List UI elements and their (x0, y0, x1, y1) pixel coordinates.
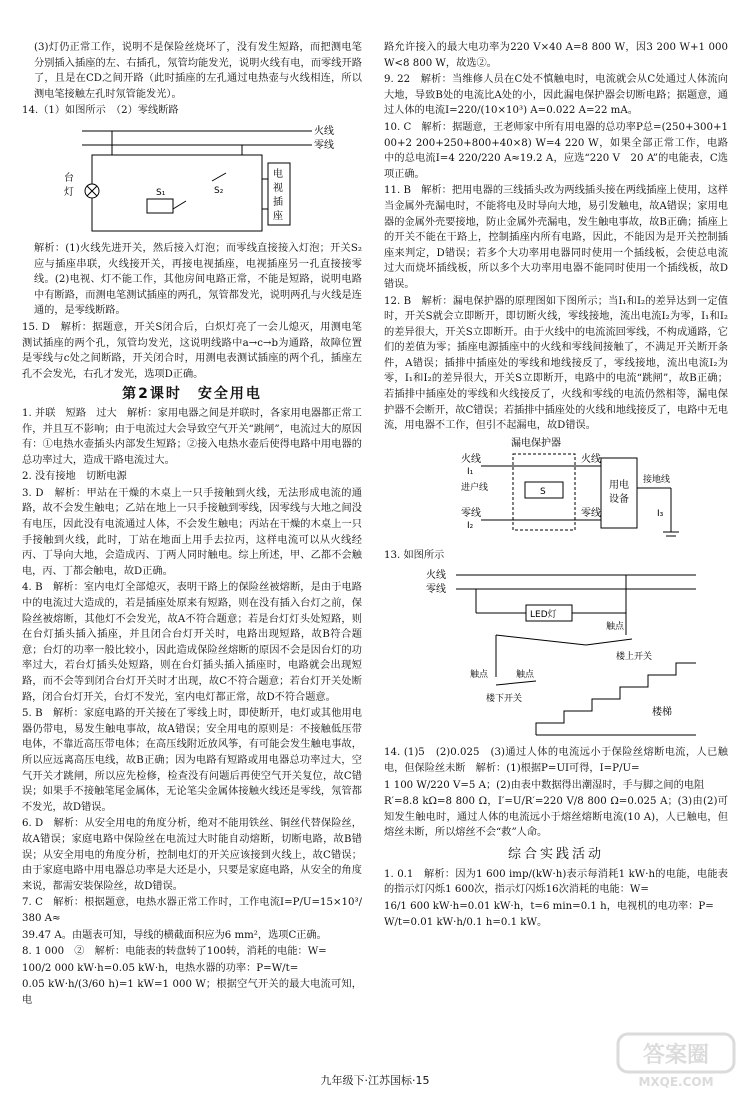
fig13-led: LED灯 (530, 610, 557, 621)
answer-2: 2. 没有接地 切断电源 (22, 471, 127, 483)
fig12-i1: I₁ (467, 466, 474, 477)
watermark-logo (616, 1030, 736, 1090)
fig14-lamp-label-2: 灯 (64, 186, 74, 198)
fig13-upper: 楼上开关 (616, 652, 653, 663)
fig12-hot-2: 火线 (581, 453, 601, 465)
page-footer: 九年级下·江苏国标·15 (320, 1074, 430, 1087)
fig14-tv-4: 座 (273, 210, 283, 222)
fig12-title: 漏电保护器 (511, 437, 561, 449)
answer-11: 11. B 解析：把用电器的三线插头改为两线插头接在两线插座上使用，这样当金属外壳漏电时，不能将电及时导向大地，易引发触电，故A错误；家用电器的金属外壳要接地，防止金属外壳漏电，发生触电事故，故B正确；插座上的开关不能在干路上，控制插座内所有电路，因此，不能因为是开关控制插座来判定，D错误；若多个大功率用电器同时使用一个插线板，会使总电流过大而烧坏插线板，所以多个大功率用电器不能同时使用一个插线板，故D错误。 (384, 185, 728, 290)
fig14-tv-1: 电 (273, 168, 283, 180)
fig12-hot: 火线 (461, 453, 481, 465)
watermark-text-2: MXQE.COM (638, 1075, 714, 1089)
q14-explanation: 解析：(1)火线先进开关，然后接入灯泡；而零线直接接入灯泡；开关S₂应与插座串联，火线接开关，再接电视插座，电视插座另一孔直接接零线。(2)电视、灯不能工作，其他房间电路正常，不能是短路，说明电路中有断路，而测电笔测试插座的两孔，氖管都发光，说明两孔与火线是连通的，是零线断路。 (34, 242, 362, 317)
figure-13-stair-switch (406, 565, 706, 743)
fig12-i3: I₃ (657, 508, 664, 519)
fig14-s1: S₁ (156, 187, 166, 198)
fig13-stairs: 楼梯 (652, 707, 672, 719)
answer-7a: 7. C 解析：根据题意，电热水器正常工作时，工作电流I=P/U=15×10³/380 A≈ (22, 897, 362, 924)
fig12-dev2: 设备 (609, 493, 629, 505)
practice-1c: W/t=0.01 kW·h/0.1 h=0.1 kW。 (384, 917, 548, 929)
left-column (22, 40, 362, 1009)
answer-14b: 1 100 W/220 V=5 A；(2)由表中数据得出潮湿时，手与脚之间的电阻 (384, 779, 705, 791)
practice-section-title: 综合实践活动 (507, 847, 604, 862)
answer-15: 15. D 解析：据题意，开关S闭合后，白炽灯亮了一会儿熄灭，用测电笔测试插座的两个孔，氖管均发光，这说明线路中a→c→b为通路，故障位置是零线与c处之间断路，开关闭合时，用测电表测试插座的两个孔，插座左孔不会发光，右孔才发光，选项D正确。 (22, 321, 362, 380)
fig13-lower: 楼下开关 (486, 694, 523, 705)
q14-label: 14.（1）如图所示 （2）零线断路 (22, 105, 179, 117)
fig12-s: S (540, 486, 546, 497)
fig14-neutral-label: 零线 (314, 139, 334, 151)
fig12-neutral: 零线 (461, 507, 481, 519)
fig12-i2: I₂ (467, 520, 474, 531)
answer-8b: 100/2 000 kW·h=0.05 kW·h，电热水器的功率：P=W/t= (22, 962, 299, 974)
q13-label: 13. 如图所示 (384, 549, 445, 561)
fig12-neutral-2: 零线 (581, 507, 601, 519)
fig13-contact1: 触点 (606, 622, 625, 633)
right-column (384, 40, 728, 932)
fig14-hot-label: 火线 (314, 125, 334, 137)
answer-1: 1. 并联 短路 过大 解析：家用电器之间是并联时，各家用电器都正常工作，并且互不影响；由于电流过大会导致空气开关“跳闸”，电流过大的原因有：①电热水壶插头内部发生短路；②接入电热水壶后使得电路中用电器的总功率过大，造成干路电流过大。 (22, 407, 362, 466)
fig13-contact3: 触点 (516, 670, 535, 681)
answer-6: 6. D 解析：从安全用电的角度分析，绝对不能用铁丝、铜丝代替保险丝，故A错误；家庭电路中保险丝在电流过大时能自动熔断，切断电路，故B错误；从安全用电的角度分析，控制电灯的开关应该接到火线上，故C错误；由于家庭电路中用电器总功率是大还是小，只要是家庭电路，从安全的角度来说，都需安装保险丝，故D错误。 (22, 818, 362, 892)
fig13-contact2: 触点 (470, 670, 489, 681)
fig12-in: 进户线 (461, 482, 489, 493)
figure-14-circuit (42, 121, 342, 239)
figure-12-leakage-protector (421, 436, 691, 546)
section-title: 第2课时 安全用电 (122, 386, 262, 403)
answer-7b: 39.47 A。由题表可知，导线的横截面积应为6 mm²，选项C正确。 (22, 929, 327, 941)
paragraph-top: (3)灯仍正常工作，说明不是保险丝烧坏了，没有发生短路，而把测电笔分别插入插座的左、右插孔，氖管均能发光，说明火线有电，而零线开路了，且是在CD之间开路（此时插座的左孔通过电热壶与火线相连，所以测电笔接触左孔时氖管能发光）。 (34, 42, 362, 100)
fig13-hot: 火线 (426, 570, 446, 582)
answer-4: 4. B 解析：室内电灯全部熄灭，表明干路上的保险丝被熔断，是由于电路中的电流过大造成的，若是插座处原来有短路，则在没有插入台灯之前，保险丝被熔断，其他灯不会发光，故A不符合题意；若是台灯灯头处短路，则在台灯插头插入插座，并且闭合台灯开关时，电路出现短路，故B符合题意；台灯的功率一般比较小，因此造成保险丝熔断的原因不会是因台灯的功率过大，若台灯插头处短路，则在台灯插头插入插座时，电路就会出现短路，而不会等到闭合台灯开关时才出现，故C不符合题意；若台灯开关处断路，闭合台灯开关，台灯不发光，室内电灯都正常，故D不符合题意。 (22, 582, 362, 703)
answer-3: 3. D 解析：甲站在干燥的木桌上一只手接触到火线，无法形成电流的通路，故不会发生触电；乙站在地上一只手接触到零线，因零线与大地之间没有电压，因此没有电流通过人体，不会发生触电；丙站在干燥的木桌上一只手接触到火线，此时，丁站在地面上用手去拉丙，这样电流可以从火线经丙、丁导向大地，会造成丙、丁两人同时触电。综上所述，甲、乙都不会触电，丙、丁都会触电，故D正确。 (22, 487, 362, 577)
fig14-s2: S₂ (214, 185, 224, 196)
practice-1b: 16/1 600 kW·h=0.01 kW·h，t=6 min=0.1 h，电视机的电功率：P= (384, 900, 714, 912)
answer-14a: 14. (1)5 (2)0.025 (3)通过人体的电流远小于保险丝熔断电流，人已触电，但保险丝未断 解析：(1)根据P=UI可得，I=P/U= (384, 747, 728, 775)
right-top: 路允许接入的最大电功率为220 V×40 A=8 800 W，因3 200 W+1 000 W<8 800 W，故选②。 (384, 42, 728, 69)
fig14-lamp-label-1: 台 (64, 172, 74, 184)
answer-8a: 8. 1 000 ② 解析：电能表的转盘转了100转，消耗的电能：W= (22, 946, 327, 958)
practice-1a: 1. 0.1 解析：因为1 600 imp/(kW·h)表示每消耗1 kW·h的电能，电能表的指示灯闪烁1 600次，指示灯闪烁16次消耗的电能：W= (384, 868, 728, 896)
fig12-dev1: 用电 (609, 479, 629, 491)
device-box (601, 458, 637, 528)
answer-14c: R′=8.8 kΩ=8 800 Ω，I′=U/R′=220 V/8 800 Ω=0.025 A；(3)由(2)可知发生触电时，通过人体的电流远小于熔丝熔断电流(10 A)，人已触电，但熔丝未断，所以熔丝不会“救”人命。 (384, 796, 728, 839)
watermark-text-1: 答案圈 (642, 1043, 710, 1068)
answer-9: 9. 22 解析：当维修人员在C处不慎触电时，电流就会从C处通过人体流向大地，导致B处的电流比A处的小，因此漏电保护器会切断电路；据题意，通过人体的电流I=220/(10×10³) A=0.022 A=22 mA。 (384, 74, 728, 117)
answer-12: 12. B 解析：漏电保护器的原理图如下图所示；当I₁和I₂的差异达到一定值时，开关S就会立即断开，即切断火线，零线接地，流出电流I₂为零，I₁和I₂的差异很大，开关S立即断开。由于火线中的电流流回零线，不构成通路，它们的差值为零；插座电源插座中的火线和零线间接触了，不满足开关断开条件，A错误；插排中插座处的零线和地线接反了，零线接地，流出电流I₂为零，I₁和I₂的差异很大，开关S立即断开，电路中的电流“跳闸”，故B正确；若插排中插座处的零线和火线接反了，火线和零线的电流仍然相等，漏电保护器不会断开，故C错误；若插排中插座处的火线和地线接反了，电路中无电流，用电器不工作，但引不起漏电，故D错误。 (384, 295, 728, 432)
answer-5: 5. B 解析：家庭电路的开关接在了零线上时，即使断开，电灯或其他用电器仍带电，易发生触电事故，故A错误；安全用电的原则是：不接触低压带电体，不靠近高压带电体；在高压线附近放风筝，有可能会发生触电事故，所以应远离高压电线，故B正确；因为电路有短路或用电器总功率过大，空气开关才跳闸，所以应先检修，检查没有问题后再使空气开关复位，故C错误；如果手不接触笔尾金属体，无论笔尖金属体接触火线还是零线，氖管都不发光，故D错误。 (22, 708, 362, 813)
fig12-gnd: 接地线 (643, 474, 671, 485)
fig13-neutral: 零线 (426, 584, 446, 596)
answer-8c: 0.05 kW·h/(3/60 h)=1 kW=1 000 W；根据空气开关的最大电流可知，电 (22, 979, 362, 1006)
fig14-tv-2: 视 (273, 182, 283, 194)
answer-10: 10. C 解析：据题意，王老师家中所有用电器的总功率P总=(250+300+100+2 200+250+800+40×8) W=4 220 W，如果全部正常工作，电路中的总电流I=4 220/220 A≈19.2 A，应选“220 V 20 A”的电能表，C选项正确。 (384, 121, 728, 180)
fig14-tv-3: 插 (273, 196, 283, 208)
